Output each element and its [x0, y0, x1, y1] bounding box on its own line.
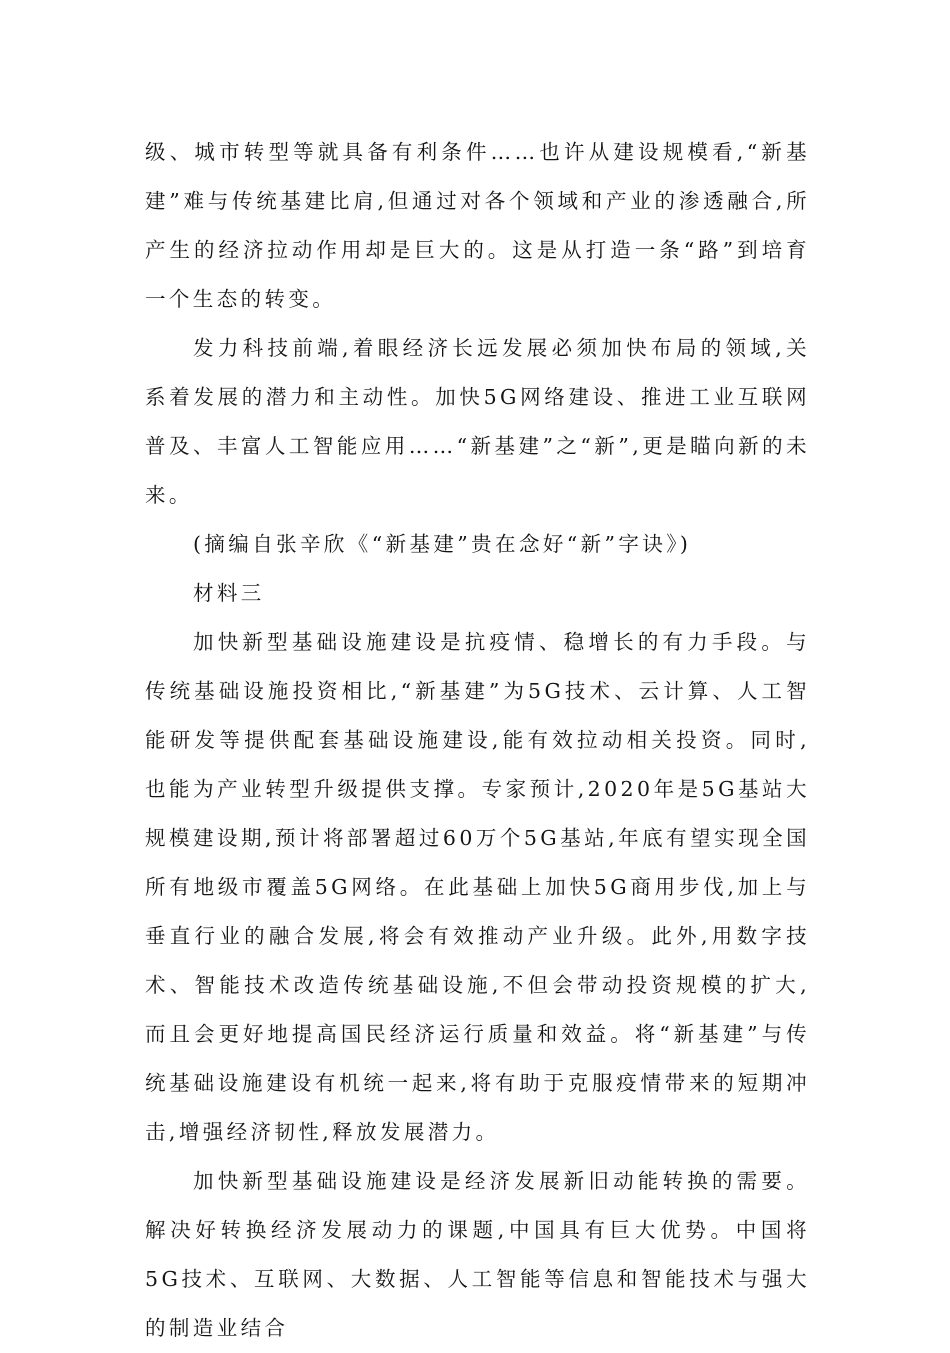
- section-heading-material-three: 材料三: [193, 581, 265, 605]
- source-citation: (摘编自张辛欣《“新基建”贵在念好“新”字诀》): [193, 532, 692, 556]
- paragraph-epidemic-growth: 加快新型基础设施建设是抗疫情、稳增长的有力手段。与传统基础设施投资相比,“新基建”为5G技术、云计算、人工智能研发等提供配套基础设施建设,能有效拉动相关投资。同时,也能为产业转型升级提供支撑。专家预计,2020年是5G基站大规模建设期,预计将部署超过60万个5G基站,年底有望实现全国所有地级市覆盖5G网络。在此基础上加快5G商用步伐,加上与垂直行业的融合发展,将会有效推动产业升级。此外,用数字技术、智能技术改造传统基础设施,不但会带动投资规模的扩大,而且会更好地提高国民经济运行质量和效益。将“新基建”与传统基础设施建设有机统一起来,将有助于克服疫情带来的短期冲击,增强经济韧性,释放发展潜力。: [145, 630, 810, 1144]
- document-body: [145, 128, 810, 1353]
- paragraph-continuation: 级、城市转型等就具备有利条件……也许从建设规模看,“新基建”难与传统基建比肩,但通过对各个领域和产业的渗透融合,所产生的经济拉动作用却是巨大的。这是从打造一条“路”到培育一个生态的转变。: [145, 140, 810, 311]
- paragraph-momentum-conversion: 加快新型基础设施建设是经济发展新旧动能转换的需要。解决好转换经济发展动力的课题,中国具有巨大优势。中国将5G技术、互联网、大数据、人工智能等信息和智能技术与强大的制造业结合: [145, 1169, 810, 1340]
- paragraph-tech-frontier: 发力科技前端,着眼经济长远发展必须加快布局的领域,关系着发展的潜力和主动性。加快5G网络建设、推进工业互联网普及、丰富人工智能应用……“新基建”之“新”,更是瞄向新的未来。: [145, 336, 810, 507]
